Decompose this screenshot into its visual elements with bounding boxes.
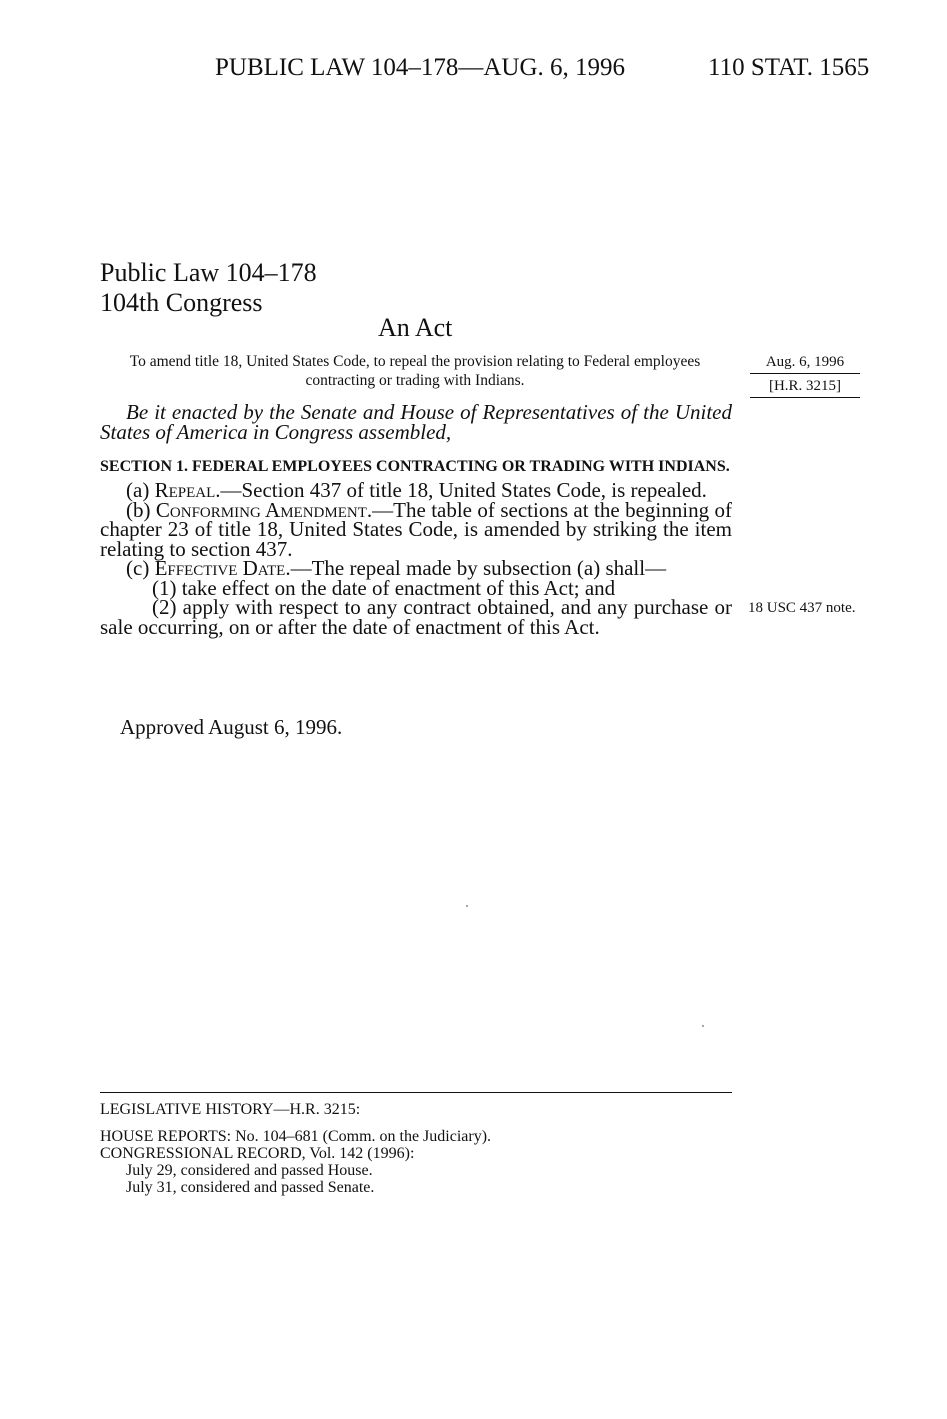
congress-number: 104th Congress <box>100 288 263 317</box>
statute-page-number: 110 STAT. 1565 <box>708 54 870 81</box>
margin-note-date: Aug. 6, 1996 <box>750 354 860 374</box>
subsection-text: .—The table of sections at the beginning of chapter 23 of title 18, United States Code, is amended by striking the item relating to section 437. <box>100 497 732 561</box>
subsection-label: (c) <box>126 556 155 580</box>
history-line: July 29, considered and passed House. <box>126 1162 373 1179</box>
act-purpose: To amend title 18, United States Code, to repeal the provision relating to Federal employees contracting or trading with Indians. <box>129 353 701 389</box>
subsection-b <box>100 497 732 561</box>
section-heading: SECTION 1. FEDERAL EMPLOYEES CONTRACTING OR TRADING WITH INDIANS. <box>100 458 730 475</box>
subsection-text: .—The repeal made by subsection (a) shall— <box>285 556 667 580</box>
act-body <box>100 400 732 639</box>
scan-speck <box>466 905 468 907</box>
approval-date: Approved August 6, 1996. <box>120 715 343 739</box>
subsection-heading: Repeal <box>154 478 216 502</box>
paragraph-1: (1) take effect on the date of enactment of this Act; and <box>152 575 616 600</box>
legislative-history-title: LEGISLATIVE HISTORY—H.R. 3215: <box>100 1101 361 1118</box>
history-line: HOUSE REPORTS: No. 104–681 (Comm. on the Judiciary). <box>100 1128 492 1145</box>
subsection-label: (b) <box>126 497 156 522</box>
running-header-title: PUBLIC LAW 104–178—AUG. 6, 1996 <box>215 54 626 81</box>
margin-note-bill: [H.R. 3215] <box>750 378 860 398</box>
paragraph-2: (2) apply with respect to any contract obtained, and any purchase or sale occurring, on or after the date of enactment of this Act. <box>100 595 732 639</box>
history-line: CONGRESSIONAL RECORD, Vol. 142 (1996): <box>100 1145 415 1162</box>
act-heading: An Act <box>378 313 453 342</box>
subsection-label: (a) <box>126 478 155 502</box>
history-divider <box>100 1092 732 1093</box>
subsection-heading: Conforming Amendment <box>155 497 367 522</box>
subsection-text: .—Section 437 of title 18, United States Code, is repealed. <box>215 478 707 502</box>
public-law-number: Public Law 104–178 <box>100 258 317 287</box>
history-line: July 31, considered and passed Senate. <box>126 1179 375 1196</box>
enacting-clause: Be it enacted by the Senate and House of Representatives of the United States of America in Congress assembled, <box>100 400 732 444</box>
margin-note-usc: 18 USC 437 note. <box>748 600 856 616</box>
subsection-heading: Effective Date <box>154 556 286 580</box>
scan-speck <box>702 1025 704 1027</box>
